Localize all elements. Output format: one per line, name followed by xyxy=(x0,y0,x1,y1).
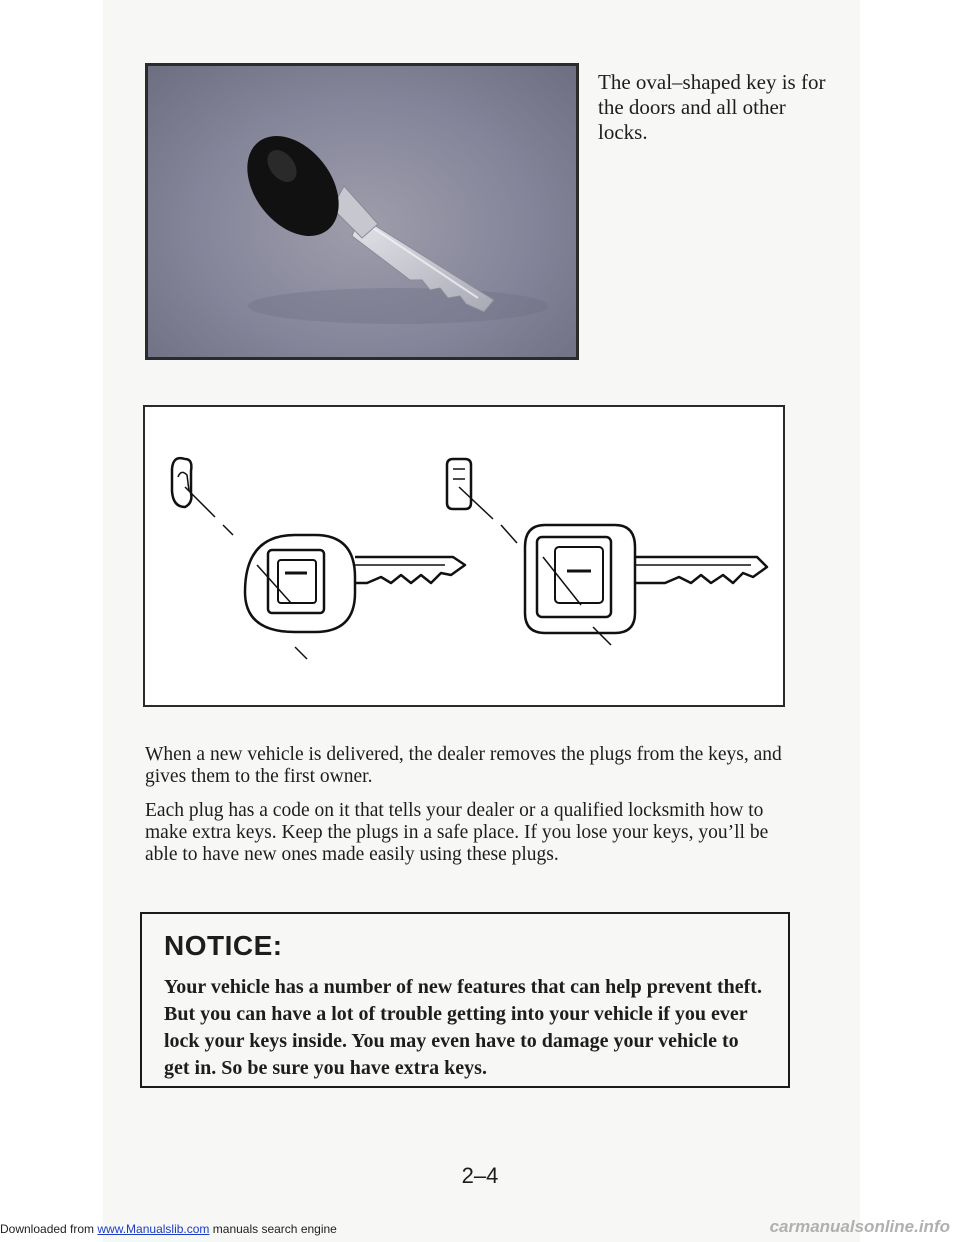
notice-text: Your vehicle has a number of new features that can help prevent theft. But you can have a lot of trouble getting into your vehicle if you ever lock your keys inside. You may even have to damage your vehicle to get in. So be sure you have extra keys. xyxy=(164,976,762,1079)
download-footer xyxy=(0,1222,337,1236)
right-key-blade xyxy=(635,557,767,583)
key-plug-diagram xyxy=(143,405,785,707)
paragraph-plugs-removed: When a new vehicle is delivered, the dealer removes the plugs from the keys, and gives them to the first owner. xyxy=(145,744,782,787)
key-description: The oval–shaped key is for the doors and all other locks. xyxy=(598,70,826,144)
footer-prefix: Downloaded from xyxy=(0,1222,98,1236)
right-plug-shape xyxy=(447,459,471,509)
page-number: 2–4 xyxy=(461,1163,499,1188)
notice-box xyxy=(140,912,790,1088)
notice-title: NOTICE: xyxy=(164,930,283,961)
oval-key-image xyxy=(148,66,576,357)
watermark: carmanualsonline.info xyxy=(769,1217,950,1236)
right-key-window xyxy=(537,537,611,617)
manualslib-link[interactable]: www.Manualslib.com xyxy=(97,1222,210,1236)
footer-suffix: manuals search engine xyxy=(209,1222,337,1236)
key-plug-illustration xyxy=(145,407,783,705)
key-photo xyxy=(145,63,579,360)
paragraph-plug-code: Each plug has a code on it that tells your dealer or a qualified locksmith how to make extra keys. Keep the plugs in a safe place. If you lose your keys, you’ll be able to have new ones made easily using these plugs. xyxy=(145,800,769,865)
left-key-blade xyxy=(355,557,465,583)
